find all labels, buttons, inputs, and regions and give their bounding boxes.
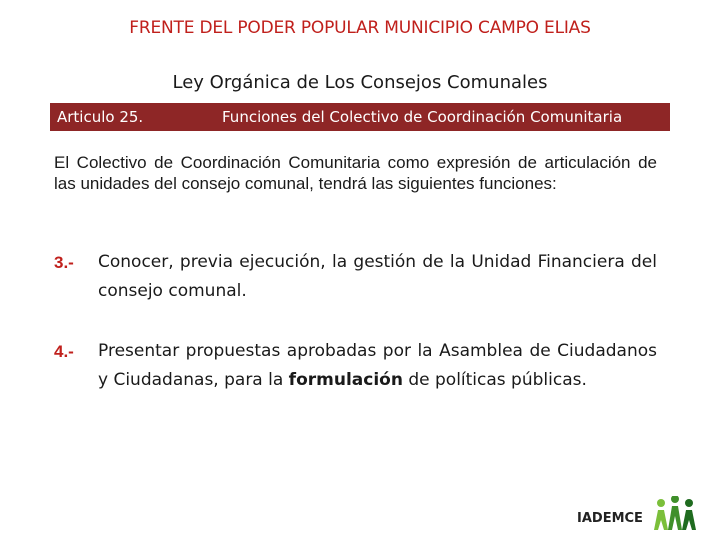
item-text-after: de políticas públicas. — [408, 370, 587, 390]
item-text-before: Presentar propuestas aprobadas por la Asamblea de Ciudadanos y Ciudadanas, para la — [98, 341, 657, 390]
footer-org-label: IADEMCE — [577, 511, 643, 526]
logo-figure-head — [671, 496, 679, 503]
logo-figure-body — [668, 506, 682, 530]
page-subtitle: Ley Orgánica de Los Consejos Comunales — [172, 72, 548, 93]
list-item — [54, 248, 657, 306]
logo-figures — [654, 496, 696, 530]
article-banner — [50, 103, 670, 131]
article-number: Articulo 25. — [57, 108, 144, 126]
organization-logo-icon — [653, 496, 697, 532]
logo-figure-body — [682, 510, 696, 530]
item-text: Conocer, previa ejecución, la gestión de la Unidad Financiera del consejo comunal. — [98, 252, 657, 301]
list-item — [54, 337, 657, 395]
item-number: 3.- — [54, 253, 74, 272]
logo-figure-body — [654, 510, 668, 530]
intro-paragraph: El Colectivo de Coordinación Comunitaria como expresión de articulación de las unidades del consejo comunal, tendrá las siguientes funciones: — [54, 153, 657, 193]
logo-figure-head — [685, 499, 693, 507]
page-header-title: FRENTE DEL PODER POPULAR MUNICIPIO CAMPO ELIAS — [129, 18, 591, 38]
item-text — [98, 337, 657, 395]
article-heading: Funciones del Colectivo de Coordinación Comunitaria — [222, 108, 623, 126]
item-text-bold: formulación — [288, 370, 403, 390]
item-number: 4.- — [54, 342, 74, 361]
logo-figure-head — [657, 499, 665, 507]
